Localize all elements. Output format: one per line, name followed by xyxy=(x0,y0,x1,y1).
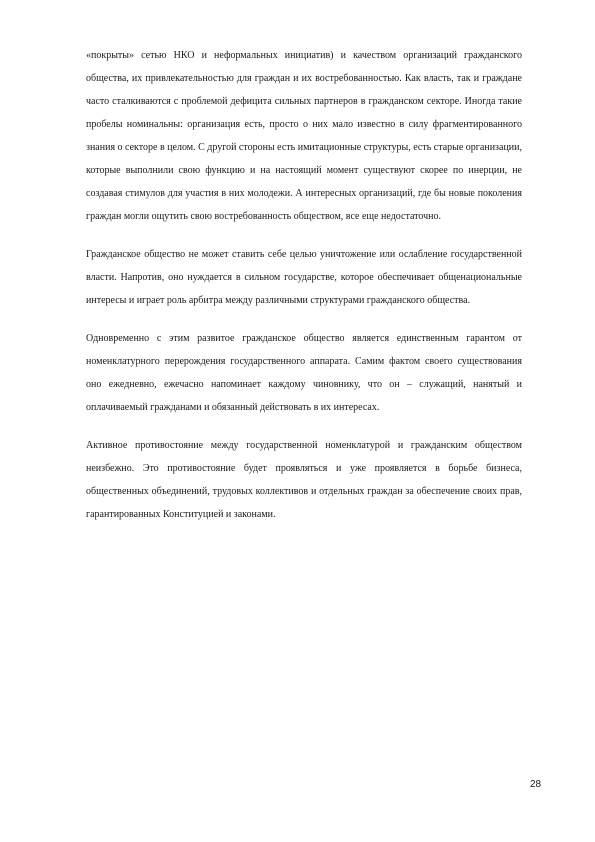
paragraph-4: Активное противостояние между государственной номенклатурой и гражданским обществом неизбежно. Это противостояние будет проявляться и уже проявляется в борьбе бизнеса, общественных объединений, трудовых коллективов и отдельных граждан за обеспечение своих прав, гарантированных Конституцией и законами. xyxy=(86,440,522,520)
document-body xyxy=(86,44,522,526)
paragraph-3: Одновременно с этим развитое гражданское общество является единственным гарантом от номенклатурного перерождения государственного аппарата. Самим фактом своего существования оно ежедневно, ежечасно напоминает каждому чиновнику, что он – служащий, нанятый и оплачиваемый гражданами и обязанный действовать в их интересах. xyxy=(86,333,522,413)
page-number: 28 xyxy=(530,779,542,790)
paragraph-1: «покрыты» сетью НКО и неформальных инициатив) и качеством организаций гражданского общества, их привлекательностью для граждан и их востребованностью. Как власть, так и граждане часто сталкиваются с проблемой дефицита сильных партнеров в гражданском секторе. Иногда такие пробелы номинальны: организация есть, просто о них мало известно в силу фрагментированного знания о секторе в целом. С другой стороны есть имитационные структуры, есть старые организации, которые выполнили свою функцию и на настоящий момент существуют скорее по инерции, не создавая стимулов для участия в них молодежи. А интересных организаций, где бы новые поколения граждан могли ощутить свою востребованность обществом, все еще недостаточно. xyxy=(86,50,522,222)
paragraph-2: Гражданское общество не может ставить себе целью уничтожение или ослабление государственной власти. Напротив, оно нуждается в сильном государстве, которое обеспечивает общенациональные интересы и играет роль арбитра между различными структурами гражданского общества. xyxy=(86,249,522,306)
